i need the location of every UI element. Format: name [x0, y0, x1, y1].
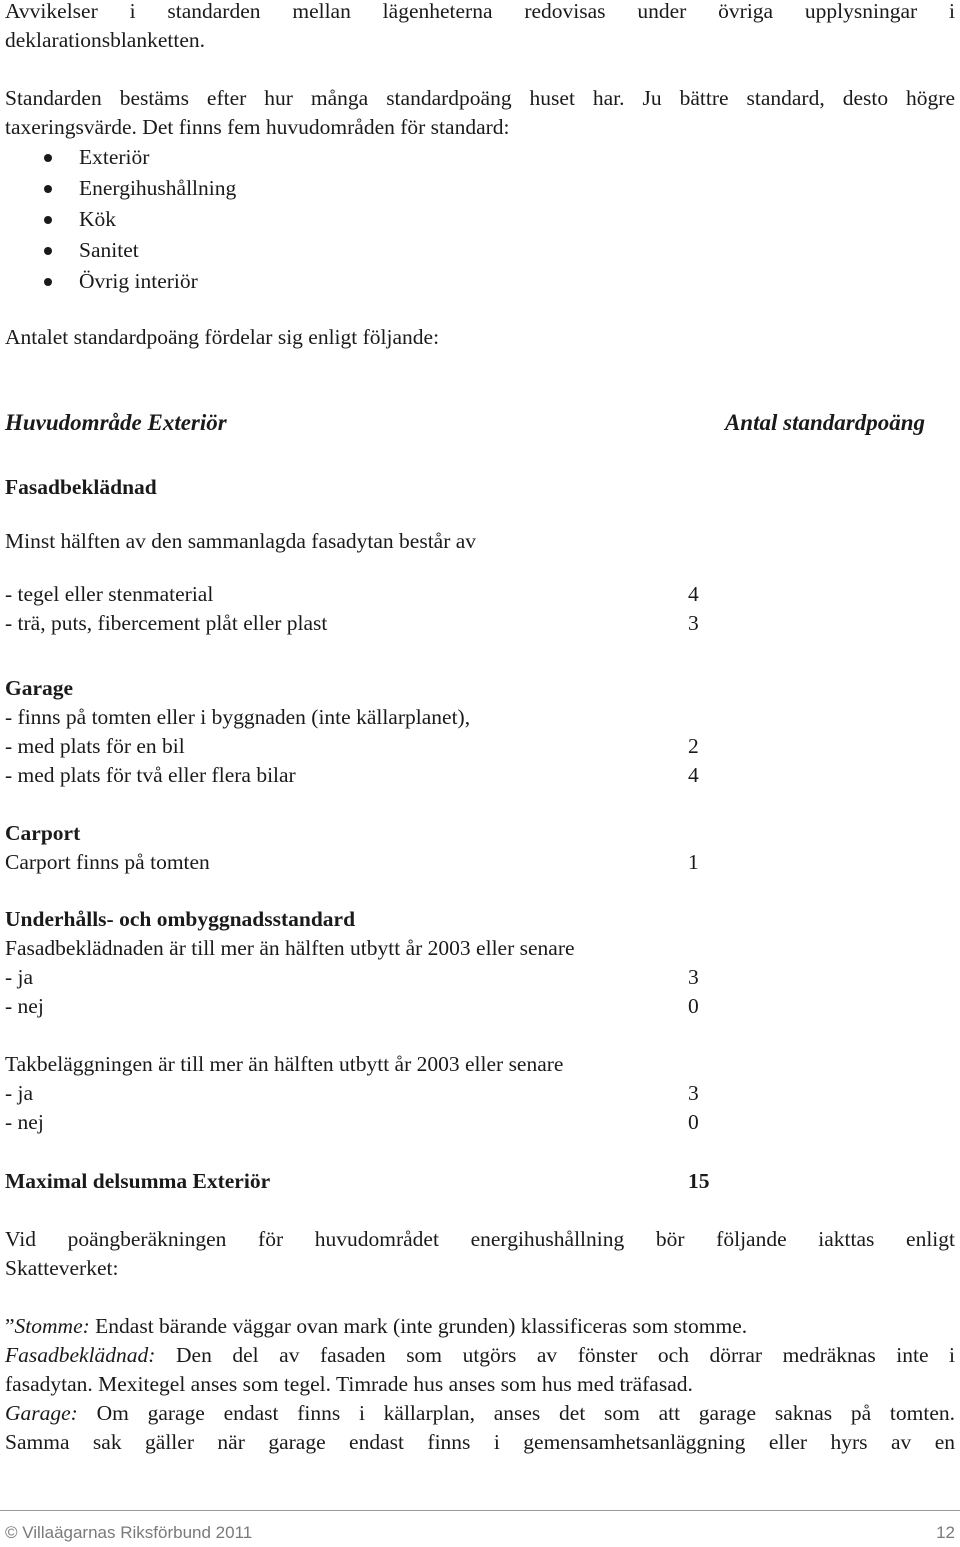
max-sum-value: 15 — [688, 1169, 710, 1193]
bullet-icon — [44, 185, 52, 193]
max-sum-row — [5, 1167, 955, 1196]
garage-section — [5, 674, 955, 790]
intro-paragraph-1 — [5, 0, 955, 55]
table-row: - nej 0 — [5, 994, 699, 1018]
maintenance-title: Underhålls- och ombyggnadsstandard — [5, 907, 356, 931]
table-row: - ja 3 — [5, 965, 699, 989]
def-garage-line1: Garage: Om garage endast finns i källarplan, anses det som att garage saknas på tomten. — [5, 1401, 955, 1425]
def-garage-line2: Samma sak gäller när garage endast finns i gemensamhetsanläggning eller hyrs av en — [5, 1430, 955, 1454]
list-item: Kök — [5, 204, 955, 235]
facade-question: Fasadbeklädnaden är till mer än hälften utbytt år 2003 eller senare — [5, 936, 575, 960]
roof-section — [5, 1050, 955, 1137]
def-garage-term: Garage: — [5, 1401, 78, 1425]
table-header — [5, 408, 955, 437]
table-row: - med plats för en bil 2 — [5, 734, 699, 758]
intro-paragraph-2 — [5, 84, 955, 142]
definitions — [5, 1312, 955, 1457]
footer-divider — [0, 1510, 960, 1511]
list-item: Exteriör — [5, 142, 955, 173]
bullet-icon — [44, 216, 52, 224]
distribution-text: Antalet standardpoäng fördelar sig enligt följande: — [5, 325, 440, 349]
table-row: Carport finns på tomten 1 — [5, 850, 699, 874]
page-footer — [5, 1518, 955, 1542]
carport-section — [5, 819, 955, 877]
max-sum-label: Maximal delsumma Exteriör — [5, 1169, 271, 1193]
carport-title: Carport — [5, 821, 81, 845]
intro-p1-line1: Avvikelser i standarden mellan lägenheterna redovisas under övriga upplysningar i — [5, 0, 955, 23]
def-fasad-line1: Fasadbeklädnad: Den del av fasaden som utgörs av fönster och dörrar medräknas inte i — [5, 1343, 955, 1367]
energy-note — [5, 1225, 955, 1283]
bullet-icon — [44, 154, 52, 162]
document-page — [5, 0, 955, 1454]
facade-rows — [5, 580, 955, 638]
intro-p2-line2: taxeringsvärde. Det finns fem huvudområden för standard: — [5, 115, 510, 139]
intro-p1-line2: deklarationsblanketten. — [5, 28, 205, 52]
facade-description: Minst hälften av den sammanlagda fasadytan består av — [5, 529, 477, 553]
list-item: Energihushållning — [5, 173, 955, 204]
intro-p2-line1: Standarden bestäms efter hur många standardpoäng huset har. Ju bättre standard, desto högre — [5, 86, 955, 110]
table-row: - ja 3 — [5, 1081, 699, 1105]
table-row: - med plats för två eller flera bilar 4 — [5, 763, 699, 787]
table-row: - tegel eller stenmaterial 4 — [5, 582, 699, 606]
def-stomme: ”Stomme: Endast bärande väggar ovan mark (inte grunden) klassificeras som stomme. — [5, 1314, 748, 1338]
table-row: - nej 0 — [5, 1110, 699, 1134]
def-fasad-term: Fasadbeklädnad: — [5, 1343, 156, 1367]
garage-title: Garage — [5, 676, 74, 700]
maintenance-section — [5, 905, 955, 1021]
note-line1: Vid poängberäkningen för huvudområdet energihushållning bör följande iakttas enligt — [5, 1227, 955, 1251]
def-stomme-term: Stomme: — [14, 1314, 90, 1338]
roof-question: Takbeläggningen är till mer än hälften utbytt år 2003 eller senare — [5, 1052, 564, 1076]
page-number: 12 — [936, 1523, 955, 1542]
bullet-icon — [44, 247, 52, 255]
note-line2: Skatteverket: — [5, 1256, 119, 1280]
list-item: Övrig interiör — [5, 266, 955, 297]
footer-copyright: © Villaägarnas Riksförbund 2011 — [5, 1523, 253, 1542]
standard-areas-list — [5, 142, 955, 297]
def-fasad-line2: fasadytan. Mexitegel anses som tegel. Timrade hus anses som hus med träfasad. — [5, 1372, 693, 1396]
table-row: - trä, puts, fibercement plåt eller plast 3 — [5, 611, 699, 635]
bullet-icon — [44, 278, 52, 286]
list-item: Sanitet — [5, 235, 955, 266]
header-points: Antal standardpoäng — [724, 410, 925, 435]
facade-title: Fasadbeklädnad — [5, 475, 157, 499]
header-main-area: Huvudområde Exteriör — [5, 410, 227, 435]
garage-line: - finns på tomten eller i byggnaden (inte källarplanet), — [5, 705, 471, 729]
